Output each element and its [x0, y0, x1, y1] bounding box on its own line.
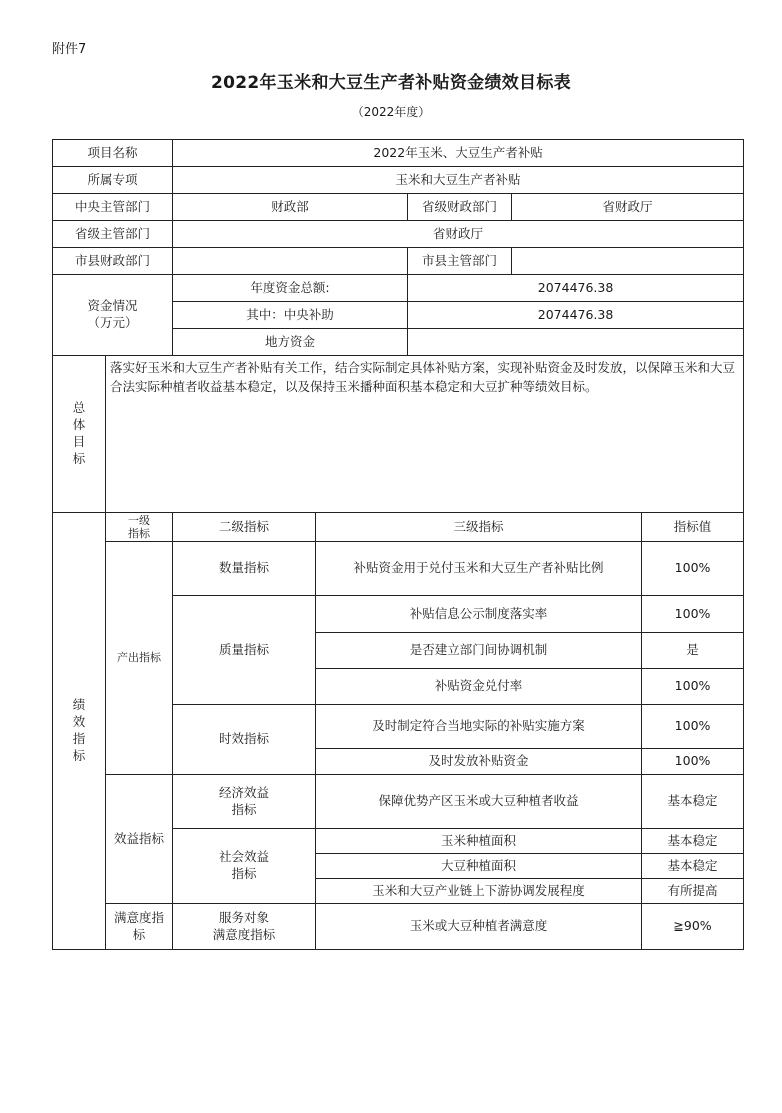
- special-fund-value: 玉米和大豆生产者补贴: [173, 167, 744, 194]
- city-finance-value: [173, 248, 408, 275]
- service-satisfaction-line2: 满意度指标: [212, 926, 276, 942]
- satisfaction-label-line1: 满意度指: [114, 909, 165, 925]
- annual-total-label: 年度资金总额:: [173, 275, 408, 302]
- indicator-value: ≧90%: [642, 904, 744, 950]
- quality-indicator-label: 质量指标: [173, 596, 316, 705]
- indicator-name: 玉米种植面积: [316, 829, 642, 854]
- header-level1-line1: 一级: [128, 513, 150, 527]
- indicator-value: 基本稳定: [642, 829, 744, 854]
- overall-goal-text: 落实好玉米和大豆生产者补贴有关工作，结合实际制定具体补贴方案，实现补贴资金及时发放，以保障玉米和大豆合法实际种植者收益基本稳定，以及保持玉米播种面积基本稳定和大豆扩种等绩效目标。: [106, 356, 744, 513]
- performance-target-table: [52, 139, 744, 950]
- indicator-name: 补贴信息公示制度落实率: [316, 596, 642, 633]
- central-dept-value: 财政部: [173, 194, 408, 221]
- indicator-name: 及时制定符合当地实际的补贴实施方案: [316, 705, 642, 749]
- attachment-label: 附件7: [52, 42, 87, 57]
- annual-total-value: 2074476.38: [408, 275, 744, 302]
- local-funds-label: 地方资金: [173, 329, 408, 356]
- indicator-name: 玉米和大豆产业链上下游协调发展程度: [316, 879, 642, 904]
- indicator-name: 玉米或大豆种植者满意度: [316, 904, 642, 950]
- indicator-name: 大豆种植面积: [316, 854, 642, 879]
- indicator-value: 100%: [642, 749, 744, 775]
- indicator-value: 100%: [642, 596, 744, 633]
- city-dept-label: 市县主管部门: [408, 248, 512, 275]
- social-benefit-line1: 社会效益: [219, 849, 270, 865]
- satisfaction-label-line2: 标: [132, 926, 146, 942]
- satisfaction-indicator-label: [106, 904, 173, 950]
- indicator-value: 100%: [642, 542, 744, 596]
- overall-goal-label: [53, 356, 106, 513]
- indicator-value: 100%: [642, 669, 744, 705]
- social-benefit-label: [173, 829, 316, 904]
- goal-label-char: 总: [72, 400, 86, 416]
- goal-label-char: 体: [72, 417, 86, 433]
- service-satisfaction-line1: 服务对象: [219, 909, 270, 925]
- document-title: 2022年玉米和大豆生产者补贴资金绩效目标表: [211, 73, 571, 93]
- indicator-name: 保障优势产区玉米或大豆种植者收益: [316, 775, 642, 829]
- prov-finance-value: 省财政厅: [512, 194, 744, 221]
- indicator-name: 补贴资金用于兑付玉米和大豆生产者补贴比例: [316, 542, 642, 596]
- city-finance-label: 市县财政部门: [53, 248, 173, 275]
- indicator-value: 基本稳定: [642, 854, 744, 879]
- indicator-label-char: 标: [72, 747, 86, 763]
- header-value: 指标值: [642, 513, 744, 542]
- prov-dept-value: 省财政厅: [173, 221, 744, 248]
- quantity-indicator-label: 数量指标: [173, 542, 316, 596]
- timeliness-indicator-label: 时效指标: [173, 705, 316, 775]
- header-level1-line2: 指标: [128, 527, 150, 540]
- indicator-value: 100%: [642, 705, 744, 749]
- indicator-value: 基本稳定: [642, 775, 744, 829]
- prov-finance-label: 省级财政部门: [408, 194, 512, 221]
- indicator-label-char: 指: [72, 731, 86, 746]
- local-funds-value: [408, 329, 744, 356]
- benefit-indicator-label: 效益指标: [106, 775, 173, 904]
- indicator-value: 是: [642, 633, 744, 669]
- central-subsidy-label: 其中：中央补助: [173, 302, 408, 329]
- central-dept-label: 中央主管部门: [53, 194, 173, 221]
- document-subtitle: （2022年度）: [351, 105, 431, 119]
- service-satisfaction-label: [173, 904, 316, 950]
- project-name-value: 2022年玉米、大豆生产者补贴: [173, 140, 744, 167]
- social-benefit-line2: 指标: [231, 866, 257, 881]
- indicator-value: 有所提高: [642, 879, 744, 904]
- special-fund-label: 所属专项: [53, 167, 173, 194]
- goal-label-char: 标: [72, 450, 86, 466]
- performance-indicators-label: [53, 513, 106, 950]
- central-subsidy-value: 2074476.38: [408, 302, 744, 329]
- indicator-name: 是否建立部门间协调机制: [316, 633, 642, 669]
- city-dept-value: [512, 248, 744, 275]
- project-name-label: 项目名称: [53, 140, 173, 167]
- indicator-name: 补贴资金兑付率: [316, 669, 642, 705]
- output-indicator-label: 产出指标: [106, 542, 173, 775]
- economic-benefit-line2: 指标: [231, 801, 257, 817]
- funds-label-line1: 资金情况: [87, 298, 138, 314]
- header-level1: [106, 513, 173, 542]
- funds-label-line2: （万元）: [87, 315, 138, 330]
- prov-dept-label: 省级主管部门: [53, 221, 173, 248]
- funds-label: [53, 275, 173, 356]
- indicator-label-char: 绩: [72, 697, 86, 713]
- goal-label-char: 目: [72, 434, 86, 449]
- indicator-label-char: 效: [72, 714, 86, 730]
- header-level3: 三级指标: [316, 513, 642, 542]
- economic-benefit-label: [173, 775, 316, 829]
- header-level2: 二级指标: [173, 513, 316, 542]
- indicator-name: 及时发放补贴资金: [316, 749, 642, 775]
- economic-benefit-line1: 经济效益: [219, 784, 270, 800]
